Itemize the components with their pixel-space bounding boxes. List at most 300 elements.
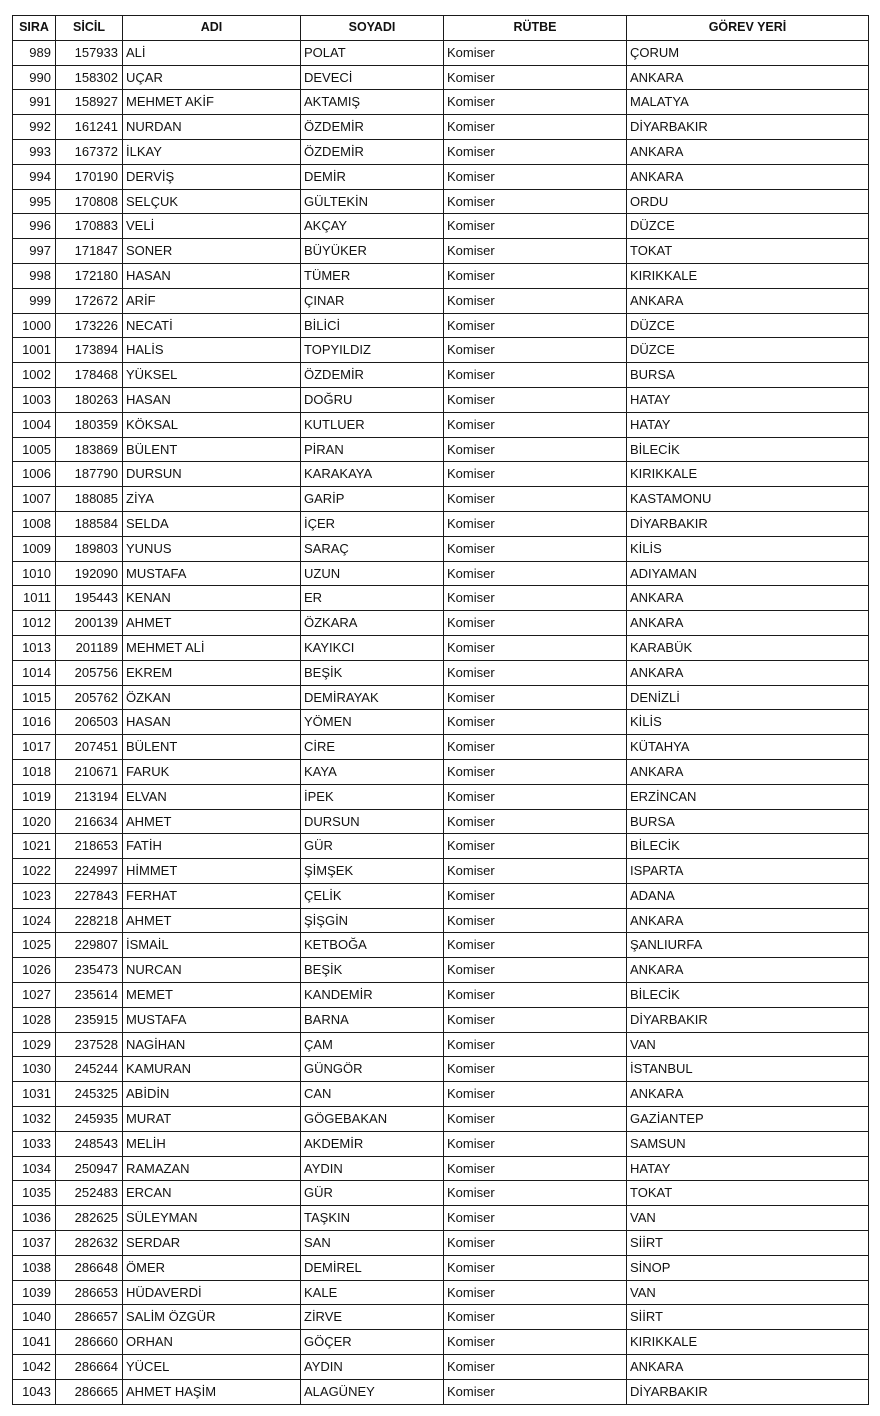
cell-soyadi: DOĞRU xyxy=(301,387,444,412)
cell-rutbe: Komiser xyxy=(444,40,627,65)
table-row xyxy=(13,511,869,536)
cell-rutbe: Komiser xyxy=(444,1355,627,1380)
cell-soyadi: KAYA xyxy=(301,759,444,784)
cell-adi: İLKAY xyxy=(123,139,301,164)
cell-soyadi: YÖMEN xyxy=(301,710,444,735)
cell-sira: 1029 xyxy=(13,1032,56,1057)
cell-soyadi: ALAGÜNEY xyxy=(301,1379,444,1404)
cell-gorev-yeri: GAZİANTEP xyxy=(627,1107,869,1132)
cell-rutbe: Komiser xyxy=(444,586,627,611)
cell-rutbe: Komiser xyxy=(444,958,627,983)
cell-sira: 1020 xyxy=(13,809,56,834)
cell-sira: 1014 xyxy=(13,660,56,685)
cell-soyadi: AYDIN xyxy=(301,1355,444,1380)
cell-adi: ÖMER xyxy=(123,1255,301,1280)
cell-sicil: 252483 xyxy=(56,1181,123,1206)
cell-sira: 995 xyxy=(13,189,56,214)
cell-gorev-yeri: ÇORUM xyxy=(627,40,869,65)
cell-sira: 1025 xyxy=(13,933,56,958)
cell-adi: NURDAN xyxy=(123,115,301,140)
cell-sira: 1021 xyxy=(13,834,56,859)
table-row xyxy=(13,313,869,338)
cell-sira: 1037 xyxy=(13,1231,56,1256)
cell-adi: ARİF xyxy=(123,288,301,313)
cell-soyadi: GÜR xyxy=(301,1181,444,1206)
cell-gorev-yeri: KİLİS xyxy=(627,710,869,735)
table-row xyxy=(13,784,869,809)
cell-soyadi: GÖÇER xyxy=(301,1330,444,1355)
cell-sira: 1030 xyxy=(13,1057,56,1082)
cell-soyadi: GARİP xyxy=(301,487,444,512)
cell-adi: SONER xyxy=(123,239,301,264)
cell-sira: 1027 xyxy=(13,983,56,1008)
cell-sira: 990 xyxy=(13,65,56,90)
cell-adi: YÜCEL xyxy=(123,1355,301,1380)
table-row xyxy=(13,983,869,1008)
cell-gorev-yeri: ADANA xyxy=(627,883,869,908)
table-row xyxy=(13,1156,869,1181)
cell-sicil: 170190 xyxy=(56,164,123,189)
cell-sira: 1041 xyxy=(13,1330,56,1355)
cell-rutbe: Komiser xyxy=(444,1379,627,1404)
table-row xyxy=(13,363,869,388)
cell-sicil: 170883 xyxy=(56,214,123,239)
cell-rutbe: Komiser xyxy=(444,660,627,685)
cell-sira: 992 xyxy=(13,115,56,140)
cell-rutbe: Komiser xyxy=(444,462,627,487)
cell-sicil: 213194 xyxy=(56,784,123,809)
cell-adi: MEMET xyxy=(123,983,301,1008)
cell-gorev-yeri: TOKAT xyxy=(627,1181,869,1206)
cell-sira: 1036 xyxy=(13,1206,56,1231)
cell-soyadi: İÇER xyxy=(301,511,444,536)
cell-sicil: 248543 xyxy=(56,1131,123,1156)
table-row xyxy=(13,933,869,958)
cell-gorev-yeri: KÜTAHYA xyxy=(627,735,869,760)
cell-sira: 1016 xyxy=(13,710,56,735)
cell-rutbe: Komiser xyxy=(444,561,627,586)
cell-gorev-yeri: ANKARA xyxy=(627,1082,869,1107)
cell-soyadi: KETBOĞA xyxy=(301,933,444,958)
cell-sira: 989 xyxy=(13,40,56,65)
cell-rutbe: Komiser xyxy=(444,933,627,958)
cell-sira: 1007 xyxy=(13,487,56,512)
cell-adi: SELDA xyxy=(123,511,301,536)
cell-gorev-yeri: SİİRT xyxy=(627,1231,869,1256)
cell-sicil: 178468 xyxy=(56,363,123,388)
table-row xyxy=(13,90,869,115)
cell-gorev-yeri: MALATYA xyxy=(627,90,869,115)
cell-sicil: 157933 xyxy=(56,40,123,65)
cell-adi: ELVAN xyxy=(123,784,301,809)
table-row xyxy=(13,809,869,834)
cell-soyadi: UZUN xyxy=(301,561,444,586)
cell-adi: MUSTAFA xyxy=(123,1007,301,1032)
cell-adi: VELİ xyxy=(123,214,301,239)
cell-gorev-yeri: BURSA xyxy=(627,809,869,834)
cell-sicil: 205762 xyxy=(56,685,123,710)
table-row xyxy=(13,1305,869,1330)
cell-adi: BÜLENT xyxy=(123,437,301,462)
cell-sicil: 216634 xyxy=(56,809,123,834)
cell-gorev-yeri: SİİRT xyxy=(627,1305,869,1330)
cell-gorev-yeri: KIRIKKALE xyxy=(627,462,869,487)
cell-soyadi: ZİRVE xyxy=(301,1305,444,1330)
table-row xyxy=(13,660,869,685)
table-row xyxy=(13,40,869,65)
cell-rutbe: Komiser xyxy=(444,759,627,784)
cell-gorev-yeri: DİYARBAKIR xyxy=(627,511,869,536)
table-row xyxy=(13,536,869,561)
table-row xyxy=(13,859,869,884)
cell-rutbe: Komiser xyxy=(444,1057,627,1082)
table-row xyxy=(13,412,869,437)
cell-sira: 1038 xyxy=(13,1255,56,1280)
table-row xyxy=(13,487,869,512)
table-row xyxy=(13,1107,869,1132)
cell-sira: 1031 xyxy=(13,1082,56,1107)
cell-soyadi: POLAT xyxy=(301,40,444,65)
cell-adi: FATİH xyxy=(123,834,301,859)
cell-gorev-yeri: DÜZCE xyxy=(627,338,869,363)
table-row xyxy=(13,338,869,363)
cell-sicil: 229807 xyxy=(56,933,123,958)
cell-rutbe: Komiser xyxy=(444,685,627,710)
cell-sicil: 172672 xyxy=(56,288,123,313)
cell-adi: ZİYA xyxy=(123,487,301,512)
cell-soyadi: PİRAN xyxy=(301,437,444,462)
cell-gorev-yeri: DİYARBAKIR xyxy=(627,1379,869,1404)
cell-sicil: 167372 xyxy=(56,139,123,164)
cell-adi: DURSUN xyxy=(123,462,301,487)
cell-gorev-yeri: ANKARA xyxy=(627,139,869,164)
cell-sicil: 188085 xyxy=(56,487,123,512)
cell-sicil: 228218 xyxy=(56,908,123,933)
cell-rutbe: Komiser xyxy=(444,809,627,834)
cell-sira: 1012 xyxy=(13,611,56,636)
cell-adi: MURAT xyxy=(123,1107,301,1132)
cell-rutbe: Komiser xyxy=(444,511,627,536)
cell-gorev-yeri: BİLECİK xyxy=(627,834,869,859)
cell-soyadi: GÖGEBAKAN xyxy=(301,1107,444,1132)
cell-rutbe: Komiser xyxy=(444,883,627,908)
cell-gorev-yeri: VAN xyxy=(627,1032,869,1057)
cell-sira: 1001 xyxy=(13,338,56,363)
cell-rutbe: Komiser xyxy=(444,784,627,809)
table-row xyxy=(13,214,869,239)
cell-gorev-yeri: KİLİS xyxy=(627,536,869,561)
cell-rutbe: Komiser xyxy=(444,65,627,90)
cell-rutbe: Komiser xyxy=(444,983,627,1008)
cell-adi: NURCAN xyxy=(123,958,301,983)
cell-gorev-yeri: ANKARA xyxy=(627,288,869,313)
cell-soyadi: ÇAM xyxy=(301,1032,444,1057)
cell-rutbe: Komiser xyxy=(444,1107,627,1132)
cell-soyadi: DEMİRAYAK xyxy=(301,685,444,710)
cell-rutbe: Komiser xyxy=(444,908,627,933)
cell-adi: AHMET xyxy=(123,809,301,834)
cell-sira: 999 xyxy=(13,288,56,313)
cell-adi: AHMET xyxy=(123,611,301,636)
header-row xyxy=(13,16,869,41)
header-rutbe: RÜTBE xyxy=(444,16,627,41)
cell-sira: 1028 xyxy=(13,1007,56,1032)
table-row xyxy=(13,834,869,859)
table-row xyxy=(13,65,869,90)
cell-soyadi: KUTLUER xyxy=(301,412,444,437)
cell-soyadi: AKDEMİR xyxy=(301,1131,444,1156)
table-row xyxy=(13,164,869,189)
cell-sira: 1015 xyxy=(13,685,56,710)
cell-soyadi: GÜNGÖR xyxy=(301,1057,444,1082)
header-soyadi: SOYADI xyxy=(301,16,444,41)
table-row xyxy=(13,611,869,636)
header-sira: SIRA xyxy=(13,16,56,41)
cell-rutbe: Komiser xyxy=(444,115,627,140)
cell-adi: KENAN xyxy=(123,586,301,611)
cell-sira: 1010 xyxy=(13,561,56,586)
cell-sicil: 286665 xyxy=(56,1379,123,1404)
cell-soyadi: SARAÇ xyxy=(301,536,444,561)
cell-sira: 1026 xyxy=(13,958,56,983)
table-row xyxy=(13,1355,869,1380)
cell-gorev-yeri: DİYARBAKIR xyxy=(627,115,869,140)
table-row xyxy=(13,1057,869,1082)
cell-sira: 1033 xyxy=(13,1131,56,1156)
table-row xyxy=(13,710,869,735)
cell-gorev-yeri: HATAY xyxy=(627,412,869,437)
cell-sira: 1006 xyxy=(13,462,56,487)
cell-adi: İSMAİL xyxy=(123,933,301,958)
cell-adi: AHMET xyxy=(123,908,301,933)
cell-sira: 1008 xyxy=(13,511,56,536)
cell-sicil: 245244 xyxy=(56,1057,123,1082)
cell-soyadi: CİRE xyxy=(301,735,444,760)
table-row xyxy=(13,1181,869,1206)
cell-adi: AHMET HAŞİM xyxy=(123,1379,301,1404)
cell-gorev-yeri: DİYARBAKIR xyxy=(627,1007,869,1032)
cell-sicil: 183869 xyxy=(56,437,123,462)
cell-sicil: 210671 xyxy=(56,759,123,784)
cell-adi: MUSTAFA xyxy=(123,561,301,586)
cell-soyadi: BİLİCİ xyxy=(301,313,444,338)
cell-gorev-yeri: BİLECİK xyxy=(627,437,869,462)
cell-gorev-yeri: ERZİNCAN xyxy=(627,784,869,809)
cell-gorev-yeri: ORDU xyxy=(627,189,869,214)
cell-sicil: 286657 xyxy=(56,1305,123,1330)
cell-soyadi: İPEK xyxy=(301,784,444,809)
cell-gorev-yeri: İSTANBUL xyxy=(627,1057,869,1082)
cell-soyadi: TÜMER xyxy=(301,263,444,288)
cell-sicil: 206503 xyxy=(56,710,123,735)
cell-sira: 1002 xyxy=(13,363,56,388)
cell-adi: ALİ xyxy=(123,40,301,65)
cell-soyadi: BARNA xyxy=(301,1007,444,1032)
cell-gorev-yeri: VAN xyxy=(627,1280,869,1305)
cell-adi: SERDAR xyxy=(123,1231,301,1256)
table-row xyxy=(13,635,869,660)
cell-rutbe: Komiser xyxy=(444,90,627,115)
cell-soyadi: AYDIN xyxy=(301,1156,444,1181)
cell-sira: 1043 xyxy=(13,1379,56,1404)
cell-soyadi: ÇELİK xyxy=(301,883,444,908)
cell-gorev-yeri: KARABÜK xyxy=(627,635,869,660)
cell-adi: FARUK xyxy=(123,759,301,784)
cell-adi: KÖKSAL xyxy=(123,412,301,437)
cell-rutbe: Komiser xyxy=(444,635,627,660)
cell-soyadi: TAŞKIN xyxy=(301,1206,444,1231)
cell-gorev-yeri: KIRIKKALE xyxy=(627,1330,869,1355)
cell-rutbe: Komiser xyxy=(444,387,627,412)
header-adi: ADI xyxy=(123,16,301,41)
cell-adi: ERCAN xyxy=(123,1181,301,1206)
cell-sicil: 282632 xyxy=(56,1231,123,1256)
cell-sicil: 173894 xyxy=(56,338,123,363)
cell-adi: MEHMET AKİF xyxy=(123,90,301,115)
cell-gorev-yeri: ANKARA xyxy=(627,759,869,784)
cell-adi: EKREM xyxy=(123,660,301,685)
cell-soyadi: DEMİREL xyxy=(301,1255,444,1280)
cell-sicil: 218653 xyxy=(56,834,123,859)
cell-rutbe: Komiser xyxy=(444,1280,627,1305)
cell-sira: 1009 xyxy=(13,536,56,561)
cell-gorev-yeri: KIRIKKALE xyxy=(627,263,869,288)
cell-sicil: 286648 xyxy=(56,1255,123,1280)
cell-rutbe: Komiser xyxy=(444,710,627,735)
cell-soyadi: ÖZKARA xyxy=(301,611,444,636)
cell-gorev-yeri: KASTAMONU xyxy=(627,487,869,512)
cell-sira: 1023 xyxy=(13,883,56,908)
cell-gorev-yeri: BİLECİK xyxy=(627,983,869,1008)
cell-sira: 1019 xyxy=(13,784,56,809)
cell-soyadi: ÇINAR xyxy=(301,288,444,313)
cell-rutbe: Komiser xyxy=(444,239,627,264)
cell-rutbe: Komiser xyxy=(444,1330,627,1355)
cell-sicil: 227843 xyxy=(56,883,123,908)
cell-adi: MELİH xyxy=(123,1131,301,1156)
cell-sira: 1034 xyxy=(13,1156,56,1181)
cell-sira: 1003 xyxy=(13,387,56,412)
cell-rutbe: Komiser xyxy=(444,189,627,214)
table-row xyxy=(13,1280,869,1305)
cell-sicil: 286664 xyxy=(56,1355,123,1380)
cell-sicil: 235473 xyxy=(56,958,123,983)
cell-rutbe: Komiser xyxy=(444,1231,627,1256)
cell-adi: NECATİ xyxy=(123,313,301,338)
table-row xyxy=(13,883,869,908)
cell-rutbe: Komiser xyxy=(444,288,627,313)
cell-adi: HASAN xyxy=(123,710,301,735)
cell-sicil: 282625 xyxy=(56,1206,123,1231)
cell-gorev-yeri: ANKARA xyxy=(627,586,869,611)
cell-sira: 997 xyxy=(13,239,56,264)
cell-soyadi: GÜR xyxy=(301,834,444,859)
cell-soyadi: ÖZDEMİR xyxy=(301,139,444,164)
cell-sira: 996 xyxy=(13,214,56,239)
table-row xyxy=(13,1330,869,1355)
table-row xyxy=(13,759,869,784)
cell-sicil: 170808 xyxy=(56,189,123,214)
cell-soyadi: DEVECİ xyxy=(301,65,444,90)
cell-adi: BÜLENT xyxy=(123,735,301,760)
cell-rutbe: Komiser xyxy=(444,487,627,512)
cell-soyadi: BEŞİK xyxy=(301,660,444,685)
cell-adi: ÖZKAN xyxy=(123,685,301,710)
cell-sira: 1000 xyxy=(13,313,56,338)
cell-soyadi: TOPYILDIZ xyxy=(301,338,444,363)
cell-sira: 1024 xyxy=(13,908,56,933)
table-row xyxy=(13,1379,869,1404)
table-row xyxy=(13,1206,869,1231)
cell-adi: UÇAR xyxy=(123,65,301,90)
cell-gorev-yeri: ANKARA xyxy=(627,958,869,983)
cell-gorev-yeri: SİNOP xyxy=(627,1255,869,1280)
cell-gorev-yeri: ISPARTA xyxy=(627,859,869,884)
cell-sicil: 235915 xyxy=(56,1007,123,1032)
table-row xyxy=(13,1007,869,1032)
cell-adi: HÜDAVERDİ xyxy=(123,1280,301,1305)
table-row xyxy=(13,1082,869,1107)
personnel-table xyxy=(12,15,869,1405)
cell-rutbe: Komiser xyxy=(444,363,627,388)
cell-gorev-yeri: ADIYAMAN xyxy=(627,561,869,586)
cell-gorev-yeri: ANKARA xyxy=(627,660,869,685)
cell-gorev-yeri: DÜZCE xyxy=(627,214,869,239)
cell-rutbe: Komiser xyxy=(444,1156,627,1181)
cell-rutbe: Komiser xyxy=(444,338,627,363)
cell-sicil: 173226 xyxy=(56,313,123,338)
table-body xyxy=(13,40,869,1404)
cell-rutbe: Komiser xyxy=(444,834,627,859)
cell-sicil: 180263 xyxy=(56,387,123,412)
cell-adi: YÜKSEL xyxy=(123,363,301,388)
cell-adi: SELÇUK xyxy=(123,189,301,214)
cell-rutbe: Komiser xyxy=(444,139,627,164)
cell-sira: 1017 xyxy=(13,735,56,760)
table-row xyxy=(13,1032,869,1057)
cell-soyadi: ŞİMŞEK xyxy=(301,859,444,884)
cell-rutbe: Komiser xyxy=(444,1206,627,1231)
table-row xyxy=(13,189,869,214)
table-row xyxy=(13,263,869,288)
table-row xyxy=(13,1231,869,1256)
table-row xyxy=(13,561,869,586)
cell-gorev-yeri: ANKARA xyxy=(627,1355,869,1380)
cell-sicil: 224997 xyxy=(56,859,123,884)
cell-rutbe: Komiser xyxy=(444,611,627,636)
cell-soyadi: BÜYÜKER xyxy=(301,239,444,264)
cell-rutbe: Komiser xyxy=(444,1131,627,1156)
table-row xyxy=(13,437,869,462)
cell-sicil: 200139 xyxy=(56,611,123,636)
cell-sicil: 286653 xyxy=(56,1280,123,1305)
table-row xyxy=(13,685,869,710)
cell-sicil: 188584 xyxy=(56,511,123,536)
cell-soyadi: ÖZDEMİR xyxy=(301,115,444,140)
cell-sicil: 207451 xyxy=(56,735,123,760)
cell-soyadi: ER xyxy=(301,586,444,611)
cell-gorev-yeri: ANKARA xyxy=(627,164,869,189)
table-row xyxy=(13,387,869,412)
cell-sicil: 245935 xyxy=(56,1107,123,1132)
cell-sicil: 158927 xyxy=(56,90,123,115)
cell-sicil: 161241 xyxy=(56,115,123,140)
cell-sira: 1022 xyxy=(13,859,56,884)
roster-sheet xyxy=(12,15,868,1405)
cell-rutbe: Komiser xyxy=(444,437,627,462)
cell-sira: 1032 xyxy=(13,1107,56,1132)
cell-gorev-yeri: TOKAT xyxy=(627,239,869,264)
